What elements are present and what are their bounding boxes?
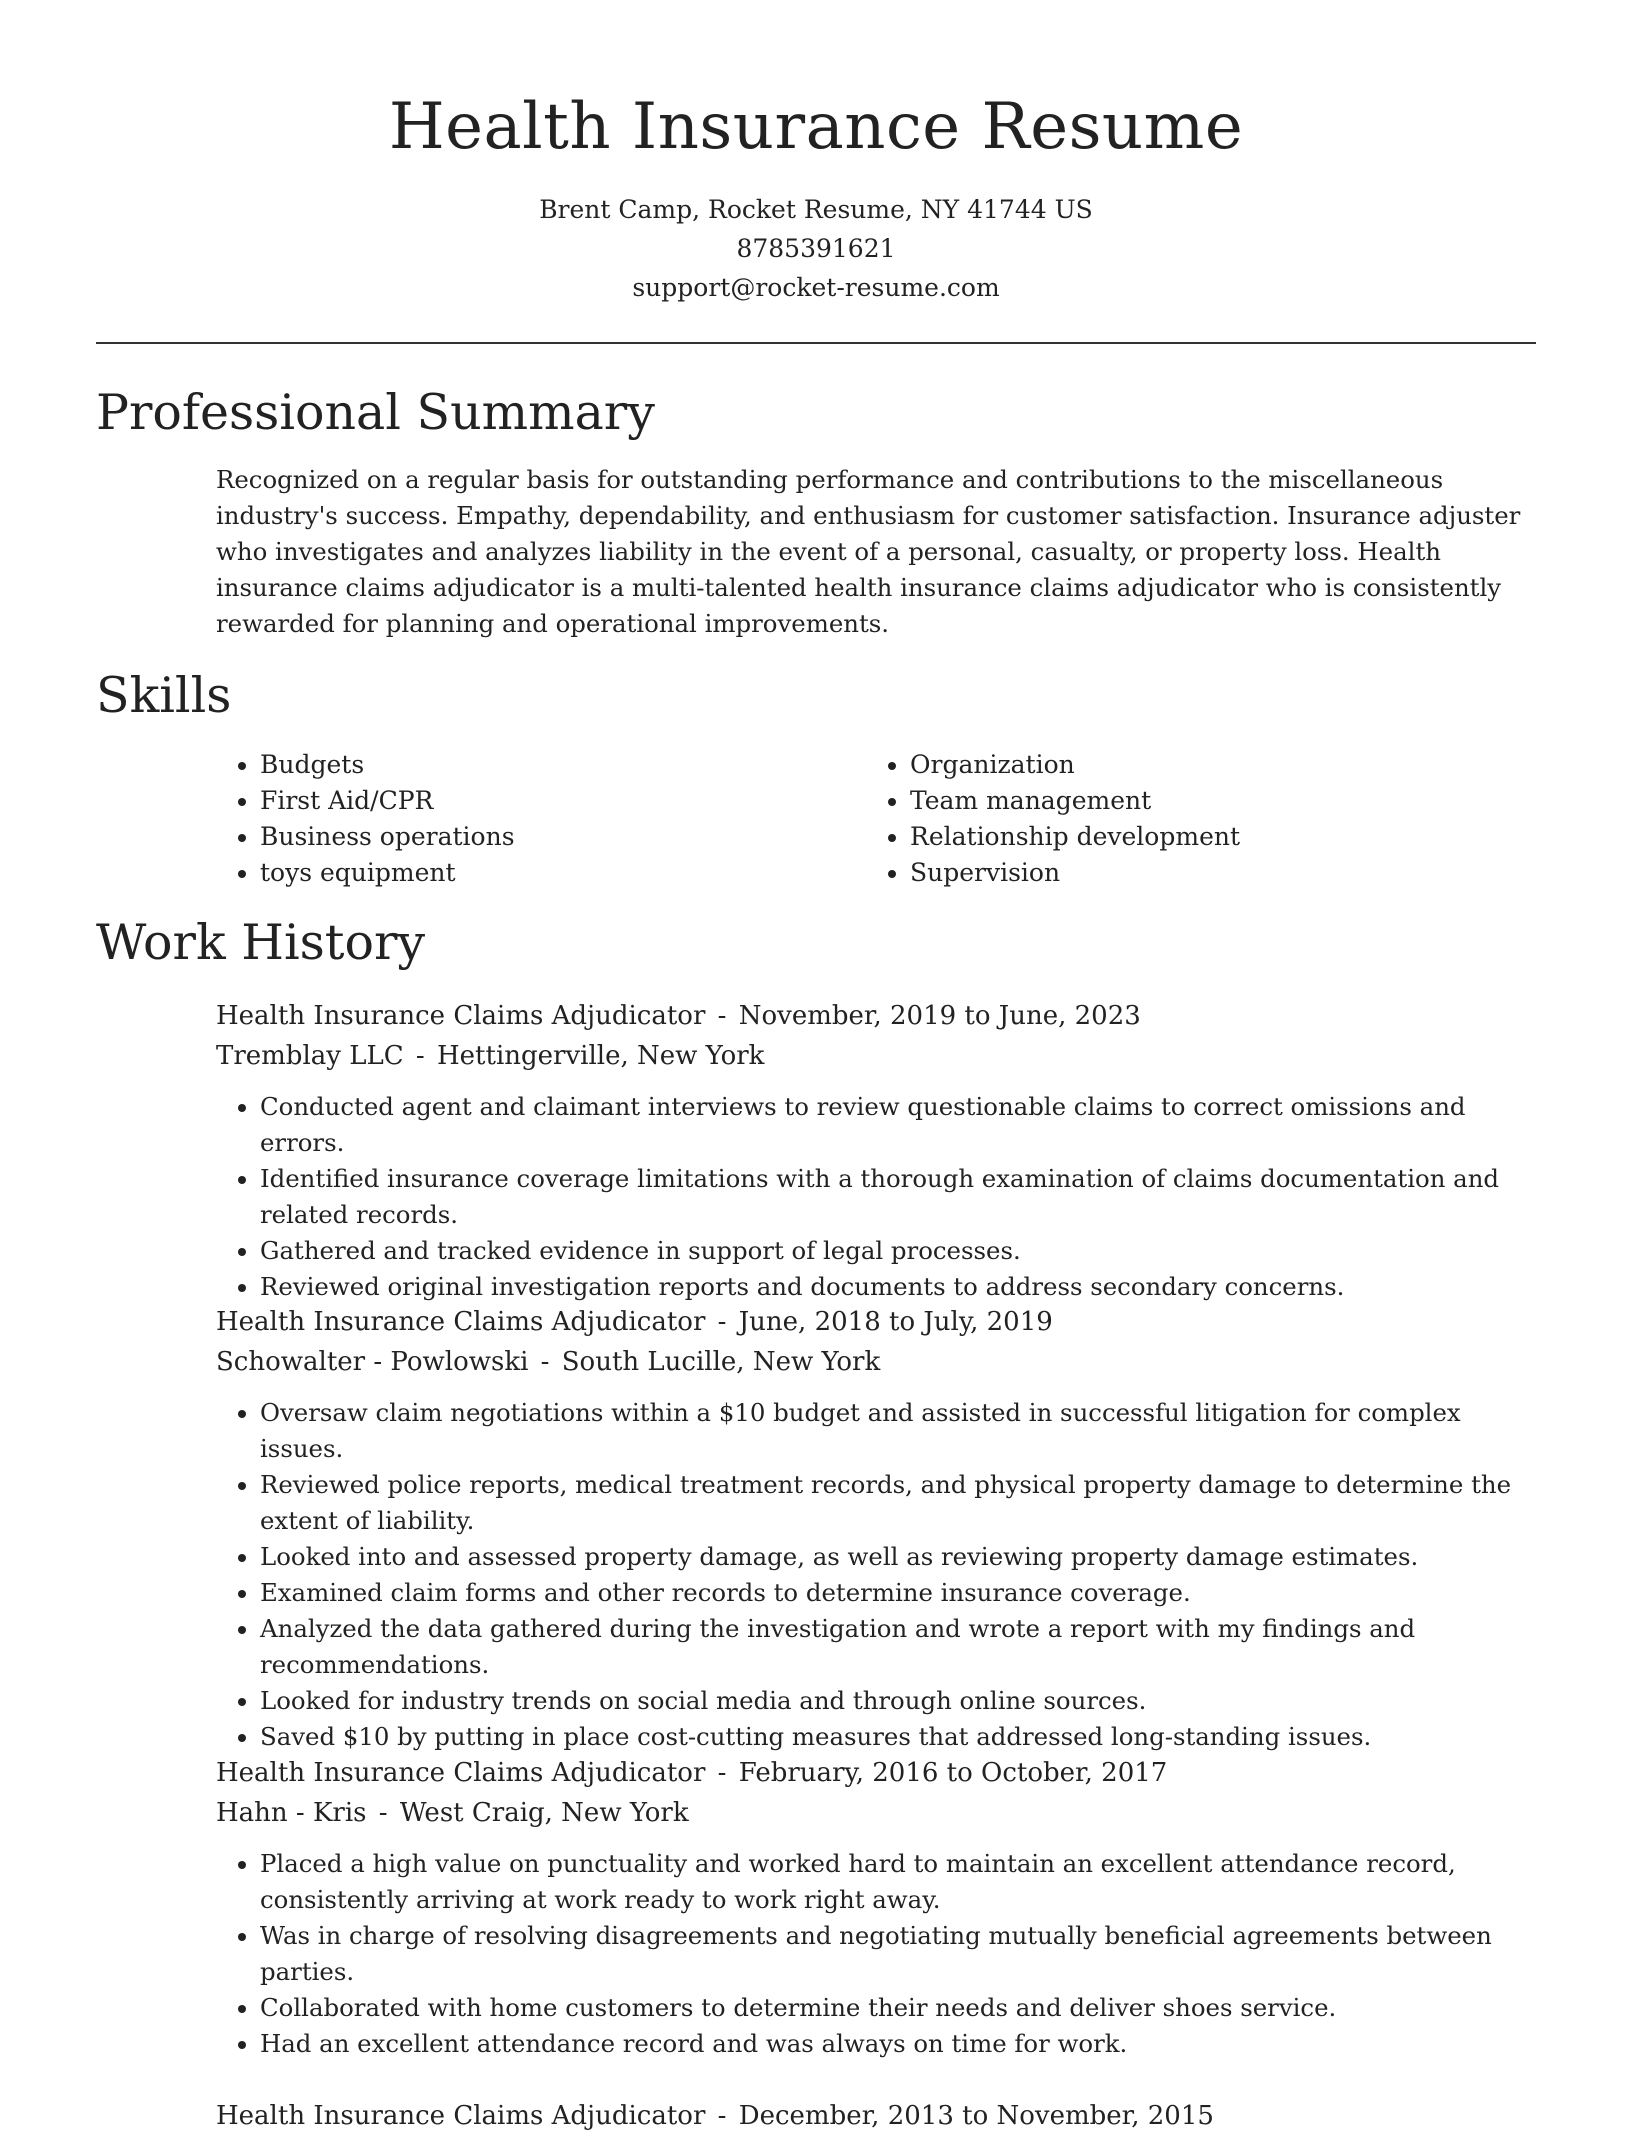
job-entry (216, 1302, 1538, 1755)
job-bullet: • Placed a high value on punctuality and worked hard to maintain an excellent attendance record, consistently arriving at work ready to work right away. (260, 1846, 1538, 1918)
job-company: Tremblay LLC (216, 1041, 404, 1071)
header-divider (96, 342, 1536, 344)
contact-phone: 8785391621 (736, 234, 896, 263)
skill-item: • Budgets (260, 747, 820, 783)
job-dates: February, 2016 to October, 2017 (738, 1758, 1168, 1788)
job-bullet: • Conducted agent and claimant interviews to review questionable claims to correct omissions and errors. (260, 1089, 1538, 1161)
contact-block (0, 190, 1632, 307)
skill-item: • Team management (910, 783, 1510, 819)
job-location: West Craig, New York (399, 1798, 689, 1828)
job-title-line: Health Insurance Claims Adjudicator - December, 2013 to November, 2015 (216, 2101, 1214, 2131)
skills-list-left (216, 747, 820, 891)
job-bullet: • Examined claim forms and other records to determine insurance coverage. (260, 1575, 1538, 1611)
job-title: Health Insurance Claims Adjudicator (216, 1758, 706, 1788)
job-bullet: • Looked into and assessed property damage, as well as reviewing property damage estimates. (260, 1539, 1538, 1575)
skill-item: • toys equipment (260, 855, 820, 891)
job-title: Health Insurance Claims Adjudicator (216, 2101, 706, 2131)
job-entry (216, 1753, 1538, 2062)
job-title: Health Insurance Claims Adjudicator (216, 1001, 706, 1031)
job-bullet: • Was in charge of resolving disagreements and negotiating mutually beneficial agreements between parties. (260, 1918, 1538, 1990)
job-company-line: Hahn - Kris - West Craig, New York (216, 1798, 689, 1828)
skill-item: • Relationship development (910, 819, 1510, 855)
skill-item: • Supervision (910, 855, 1510, 891)
contact-email: support@rocket-resume.com (632, 273, 1000, 302)
job-bullet: • Analyzed the data gathered during the investigation and wrote a report with my findings and recommendations. (260, 1611, 1538, 1683)
job-bullet: • Had an excellent attendance record and was always on time for work. (260, 2026, 1538, 2062)
summary-heading: Professional Summary (96, 384, 655, 441)
job-dates: November, 2019 to June, 2023 (738, 1001, 1141, 1031)
job-company-line: Tremblay LLC - Hettingerville, New York (216, 1041, 765, 1071)
skill-item: • Organization (910, 747, 1510, 783)
job-bullet: • Collaborated with home customers to determine their needs and deliver shoes service. (260, 1990, 1538, 2026)
skills-heading: Skills (96, 667, 232, 724)
job-title-line: Health Insurance Claims Adjudicator - February, 2016 to October, 2017 (216, 1758, 1168, 1788)
skills-list-right (866, 747, 1510, 891)
skill-item: • First Aid/CPR (260, 783, 820, 819)
job-company-line: Schowalter - Powlowski - South Lucille, New York (216, 1347, 881, 1377)
job-bullet: • Gathered and tracked evidence in support of legal processes. (260, 1233, 1538, 1269)
job-bullet: • Looked for industry trends on social media and through online sources. (260, 1683, 1538, 1719)
resume-title: Health Insurance Resume (388, 90, 1244, 164)
job-bullets (216, 1395, 1538, 1755)
job-bullets (216, 1089, 1538, 1305)
job-bullets (216, 1846, 1538, 2062)
skill-item: • Business operations (260, 819, 820, 855)
work-history-heading: Work History (96, 914, 426, 971)
contact-address: Brent Camp, Rocket Resume, NY 41744 US (539, 195, 1093, 224)
job-bullet: • Reviewed police reports, medical treatment records, and physical property damage to determine the extent of liability. (260, 1467, 1538, 1539)
job-location: South Lucille, New York (561, 1347, 881, 1377)
job-company: Schowalter - Powlowski (216, 1347, 529, 1377)
job-title-line: Health Insurance Claims Adjudicator - June, 2018 to July, 2019 (216, 1307, 1053, 1337)
job-title-line: Health Insurance Claims Adjudicator - November, 2019 to June, 2023 (216, 1001, 1141, 1031)
job-bullet: • Reviewed original investigation reports and documents to address secondary concerns. (260, 1269, 1538, 1305)
job-entry (216, 2096, 1538, 2136)
job-location: Hettingerville, New York (436, 1041, 765, 1071)
job-bullet: • Saved $10 by putting in place cost-cutting measures that addressed long-standing issues. (260, 1719, 1538, 1755)
job-bullet: • Oversaw claim negotiations within a $10 budget and assisted in successful litigation for complex issues. (260, 1395, 1538, 1467)
job-bullet: • Identified insurance coverage limitations with a thorough examination of claims documentation and related records. (260, 1161, 1538, 1233)
job-dates: December, 2013 to November, 2015 (738, 2101, 1214, 2131)
job-company: Hahn - Kris (216, 1798, 367, 1828)
job-entry (216, 996, 1538, 1305)
job-title: Health Insurance Claims Adjudicator (216, 1307, 706, 1337)
summary-text: Recognized on a regular basis for outstanding performance and contributions to the miscellaneous industry's success. Empathy, dependability, and enthusiasm for customer satisfaction. Insurance adjuster who investigates and analyzes liability in the event of a personal, casualty, or property loss. Health insurance claims adjudicator is a multi-talented health insurance claims adjudicator who is consistently rewarded for planning and operational improvements. (216, 465, 1521, 638)
job-dates: June, 2018 to July, 2019 (738, 1307, 1053, 1337)
